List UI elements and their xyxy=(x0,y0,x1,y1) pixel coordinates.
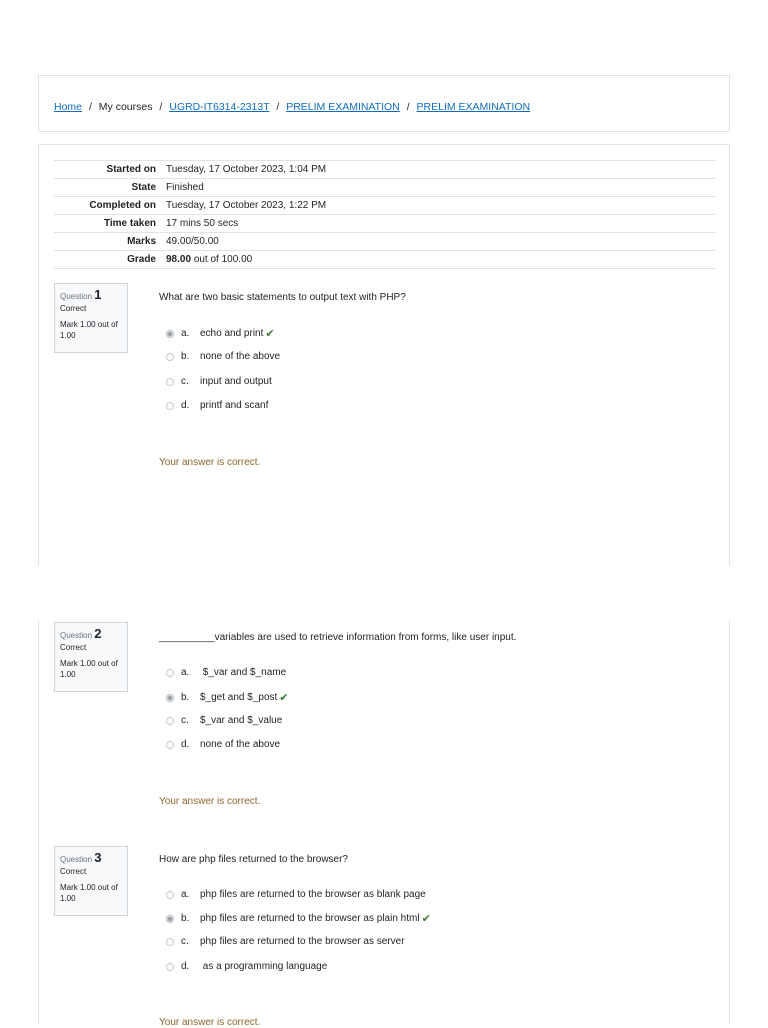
summary-label: Marks xyxy=(127,236,156,247)
option-text: $_var and $_value xyxy=(200,715,283,726)
breadcrumb xyxy=(54,101,530,113)
question-state: Correct xyxy=(60,304,87,313)
summary-row-grade xyxy=(54,251,716,269)
question-state: Correct xyxy=(60,867,87,876)
summary-label: Started on xyxy=(106,164,156,175)
summary-row xyxy=(54,197,716,215)
question-label: Question xyxy=(60,855,93,864)
summary-label: Time taken xyxy=(103,218,156,229)
option-text: printf and scanf xyxy=(200,400,269,411)
answer-option[interactable] xyxy=(166,376,272,387)
answer-option[interactable] xyxy=(166,327,275,340)
grade-score: 98.00 xyxy=(166,254,192,265)
answer-option[interactable] xyxy=(166,691,289,704)
summary-row xyxy=(54,179,716,197)
summary-row xyxy=(54,161,716,179)
check-icon: ✔ xyxy=(421,913,431,925)
question-state: Correct xyxy=(60,643,87,652)
breadcrumb-section-link[interactable]: PRELIM EXAMINATION xyxy=(286,101,400,113)
option-text: echo and print xyxy=(200,328,264,339)
attempt-summary-table xyxy=(54,160,716,269)
radio-selected[interactable] xyxy=(166,694,174,702)
summary-row xyxy=(54,233,716,251)
option-letter: b. xyxy=(181,913,190,924)
summary-label: Completed on xyxy=(89,200,156,211)
answer-feedback: Your answer is correct. xyxy=(159,1017,261,1028)
option-text: as a programming language xyxy=(200,961,328,972)
summary-value: 17 mins 50 secs xyxy=(166,218,239,229)
radio-unselected[interactable] xyxy=(166,717,174,725)
option-letter: d. xyxy=(181,961,190,972)
option-text: php files are returned to the browser as plain html xyxy=(200,913,420,924)
answer-option[interactable] xyxy=(166,739,280,750)
option-letter: a. xyxy=(181,889,190,900)
breadcrumb-separator: / xyxy=(159,101,163,113)
option-letter: b. xyxy=(181,351,190,362)
question-number: 2 xyxy=(94,626,102,641)
option-letter: a. xyxy=(181,667,190,678)
answer-option[interactable] xyxy=(166,667,286,678)
option-text: $_var and $_name xyxy=(200,667,287,678)
option-letter: b. xyxy=(181,692,190,703)
option-letter: a. xyxy=(181,328,190,339)
question-mark: Mark 1.00 out of 1.00 xyxy=(60,883,118,903)
breadcrumb-course-link[interactable]: UGRD-IT6314-2313T xyxy=(169,101,270,113)
option-letter: d. xyxy=(181,739,190,750)
answer-option[interactable] xyxy=(166,889,426,900)
answer-option[interactable] xyxy=(166,961,327,972)
question-text-3: How are php files returned to the browser? xyxy=(159,854,348,865)
answer-option[interactable] xyxy=(166,936,405,947)
answer-option[interactable] xyxy=(166,912,431,925)
breadcrumb-separator: / xyxy=(406,101,410,113)
radio-unselected[interactable] xyxy=(166,402,174,410)
option-text: none of the above xyxy=(200,739,281,750)
question-label: Question xyxy=(60,631,93,640)
answer-option[interactable] xyxy=(166,351,280,362)
quiz-review-card-continued xyxy=(38,620,730,1028)
option-text: none of the above xyxy=(200,351,281,362)
option-letter: c. xyxy=(181,376,189,387)
answer-feedback: Your answer is correct. xyxy=(159,796,261,807)
grade-value xyxy=(161,251,716,269)
option-letter: c. xyxy=(181,715,189,726)
question-info-2 xyxy=(54,622,128,692)
option-text: $_get and $_post xyxy=(200,692,278,703)
quiz-review-card xyxy=(38,144,730,566)
breadcrumb-quiz-link[interactable]: PRELIM EXAMINATION xyxy=(416,101,531,113)
breadcrumb-separator: / xyxy=(276,101,280,113)
question-text-2: __________variables are used to retrieve information from forms, like user input. xyxy=(159,632,517,643)
radio-unselected[interactable] xyxy=(166,963,174,971)
radio-unselected[interactable] xyxy=(166,378,174,386)
breadcrumb-my-courses: My courses xyxy=(98,101,153,113)
radio-unselected[interactable] xyxy=(166,669,174,677)
radio-selected[interactable] xyxy=(166,330,174,338)
grade-label: Grade xyxy=(127,254,156,265)
radio-unselected[interactable] xyxy=(166,938,174,946)
radio-unselected[interactable] xyxy=(166,891,174,899)
breadcrumb-home-link[interactable]: Home xyxy=(54,101,83,113)
breadcrumb-card xyxy=(38,75,730,132)
grade-suffix: out of 100.00 xyxy=(193,254,253,265)
option-text: php files are returned to the browser as blank page xyxy=(200,889,426,900)
option-letter: d. xyxy=(181,400,190,411)
answer-option[interactable] xyxy=(166,715,282,726)
question-mark: Mark 1.00 out of 1.00 xyxy=(60,659,118,679)
option-letter: c. xyxy=(181,936,189,947)
breadcrumb-separator: / xyxy=(88,101,92,113)
question-number: 1 xyxy=(94,287,102,302)
question-text-1: What are two basic statements to output text with PHP? xyxy=(159,292,406,303)
summary-value: Finished xyxy=(166,182,204,193)
check-icon: ✔ xyxy=(279,692,289,704)
summary-label: State xyxy=(131,182,156,193)
summary-value: 49.00/50.00 xyxy=(166,236,219,247)
check-icon: ✔ xyxy=(265,328,275,340)
question-info-3 xyxy=(54,846,128,916)
radio-selected[interactable] xyxy=(166,915,174,923)
question-label: Question xyxy=(60,292,93,301)
radio-unselected[interactable] xyxy=(166,353,174,361)
question-mark: Mark 1.00 out of 1.00 xyxy=(60,320,118,340)
radio-unselected[interactable] xyxy=(166,741,174,749)
option-text: input and output xyxy=(200,376,272,387)
summary-value: Tuesday, 17 October 2023, 1:22 PM xyxy=(166,200,327,211)
question-info-1 xyxy=(54,283,128,353)
question-number: 3 xyxy=(94,850,102,865)
summary-row xyxy=(54,215,716,233)
answer-option[interactable] xyxy=(166,400,268,411)
summary-value: Tuesday, 17 October 2023, 1:04 PM xyxy=(166,164,327,175)
option-text: php files are returned to the browser as server xyxy=(200,936,405,947)
answer-feedback: Your answer is correct. xyxy=(159,457,261,468)
